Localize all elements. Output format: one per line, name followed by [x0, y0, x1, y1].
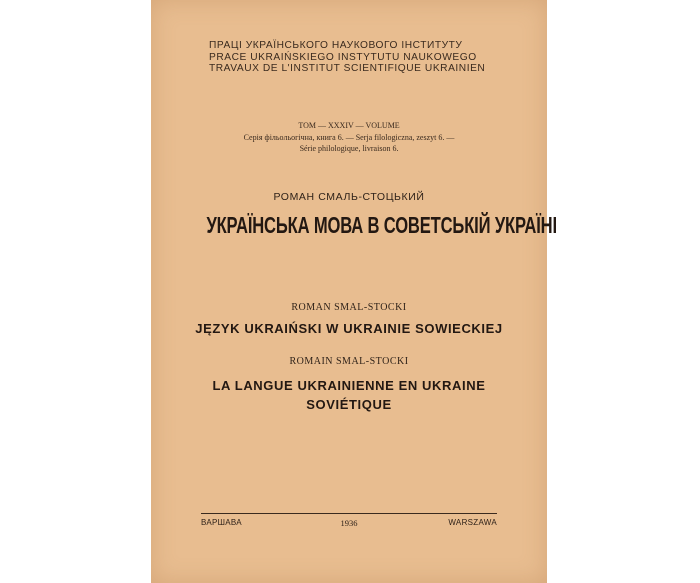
book-cover	[151, 0, 557, 583]
title-french	[151, 376, 547, 414]
volume-number: ТОМ — XXXIV — VOLUME	[298, 121, 400, 130]
volume-series-line-fr: Série philologique, livraison 6.	[299, 144, 399, 153]
volume-info	[151, 120, 547, 155]
title-french-line-1: LA LANGUE UKRAINIENNE EN UKRAINE	[212, 378, 486, 393]
imprint-divider	[201, 513, 497, 514]
title-french-line-2: SOVIÉTIQUE	[306, 397, 392, 412]
author-ukrainian: РОМАН СМАЛЬ-СТОЦЬКИЙ	[273, 191, 425, 203]
series-heading	[209, 40, 509, 75]
series-line-fr: TRAVAUX DE L'INSTITUT SCIENTIFIQUE UKRAINIEN	[209, 63, 486, 74]
imprint-place-ukrainian: ВАРШАВА	[201, 518, 242, 527]
imprint-year: 1936	[340, 518, 358, 528]
title-ukrainian: УКРАЇНСЬКА МОВА В СОВЕТСЬКІЙ УКРАЇНІ	[206, 212, 557, 238]
author-polish: ROMAN SMAL-STOCKI	[291, 302, 407, 313]
series-line-uk: ПРАЦІ УКРАЇНСЬКОГО НАУКОВОГО ІНСТИТУТУ	[209, 40, 463, 51]
imprint-place-polish: WARSZAWA	[448, 518, 497, 527]
series-line-pl: PRACE UKRAIŃSKIEGO INSTYTUTU NAUKOWEGO	[209, 51, 477, 63]
volume-series-line: Серія фільольогічна, книга 6. — Serja filologiczna, zeszyt 6. —	[243, 132, 455, 142]
title-polish: JĘZYK UKRAIŃSKI W UKRAINIE SOWIECKIEJ	[195, 321, 503, 336]
author-french: ROMAIN SMAL-STOCKI	[289, 356, 409, 367]
